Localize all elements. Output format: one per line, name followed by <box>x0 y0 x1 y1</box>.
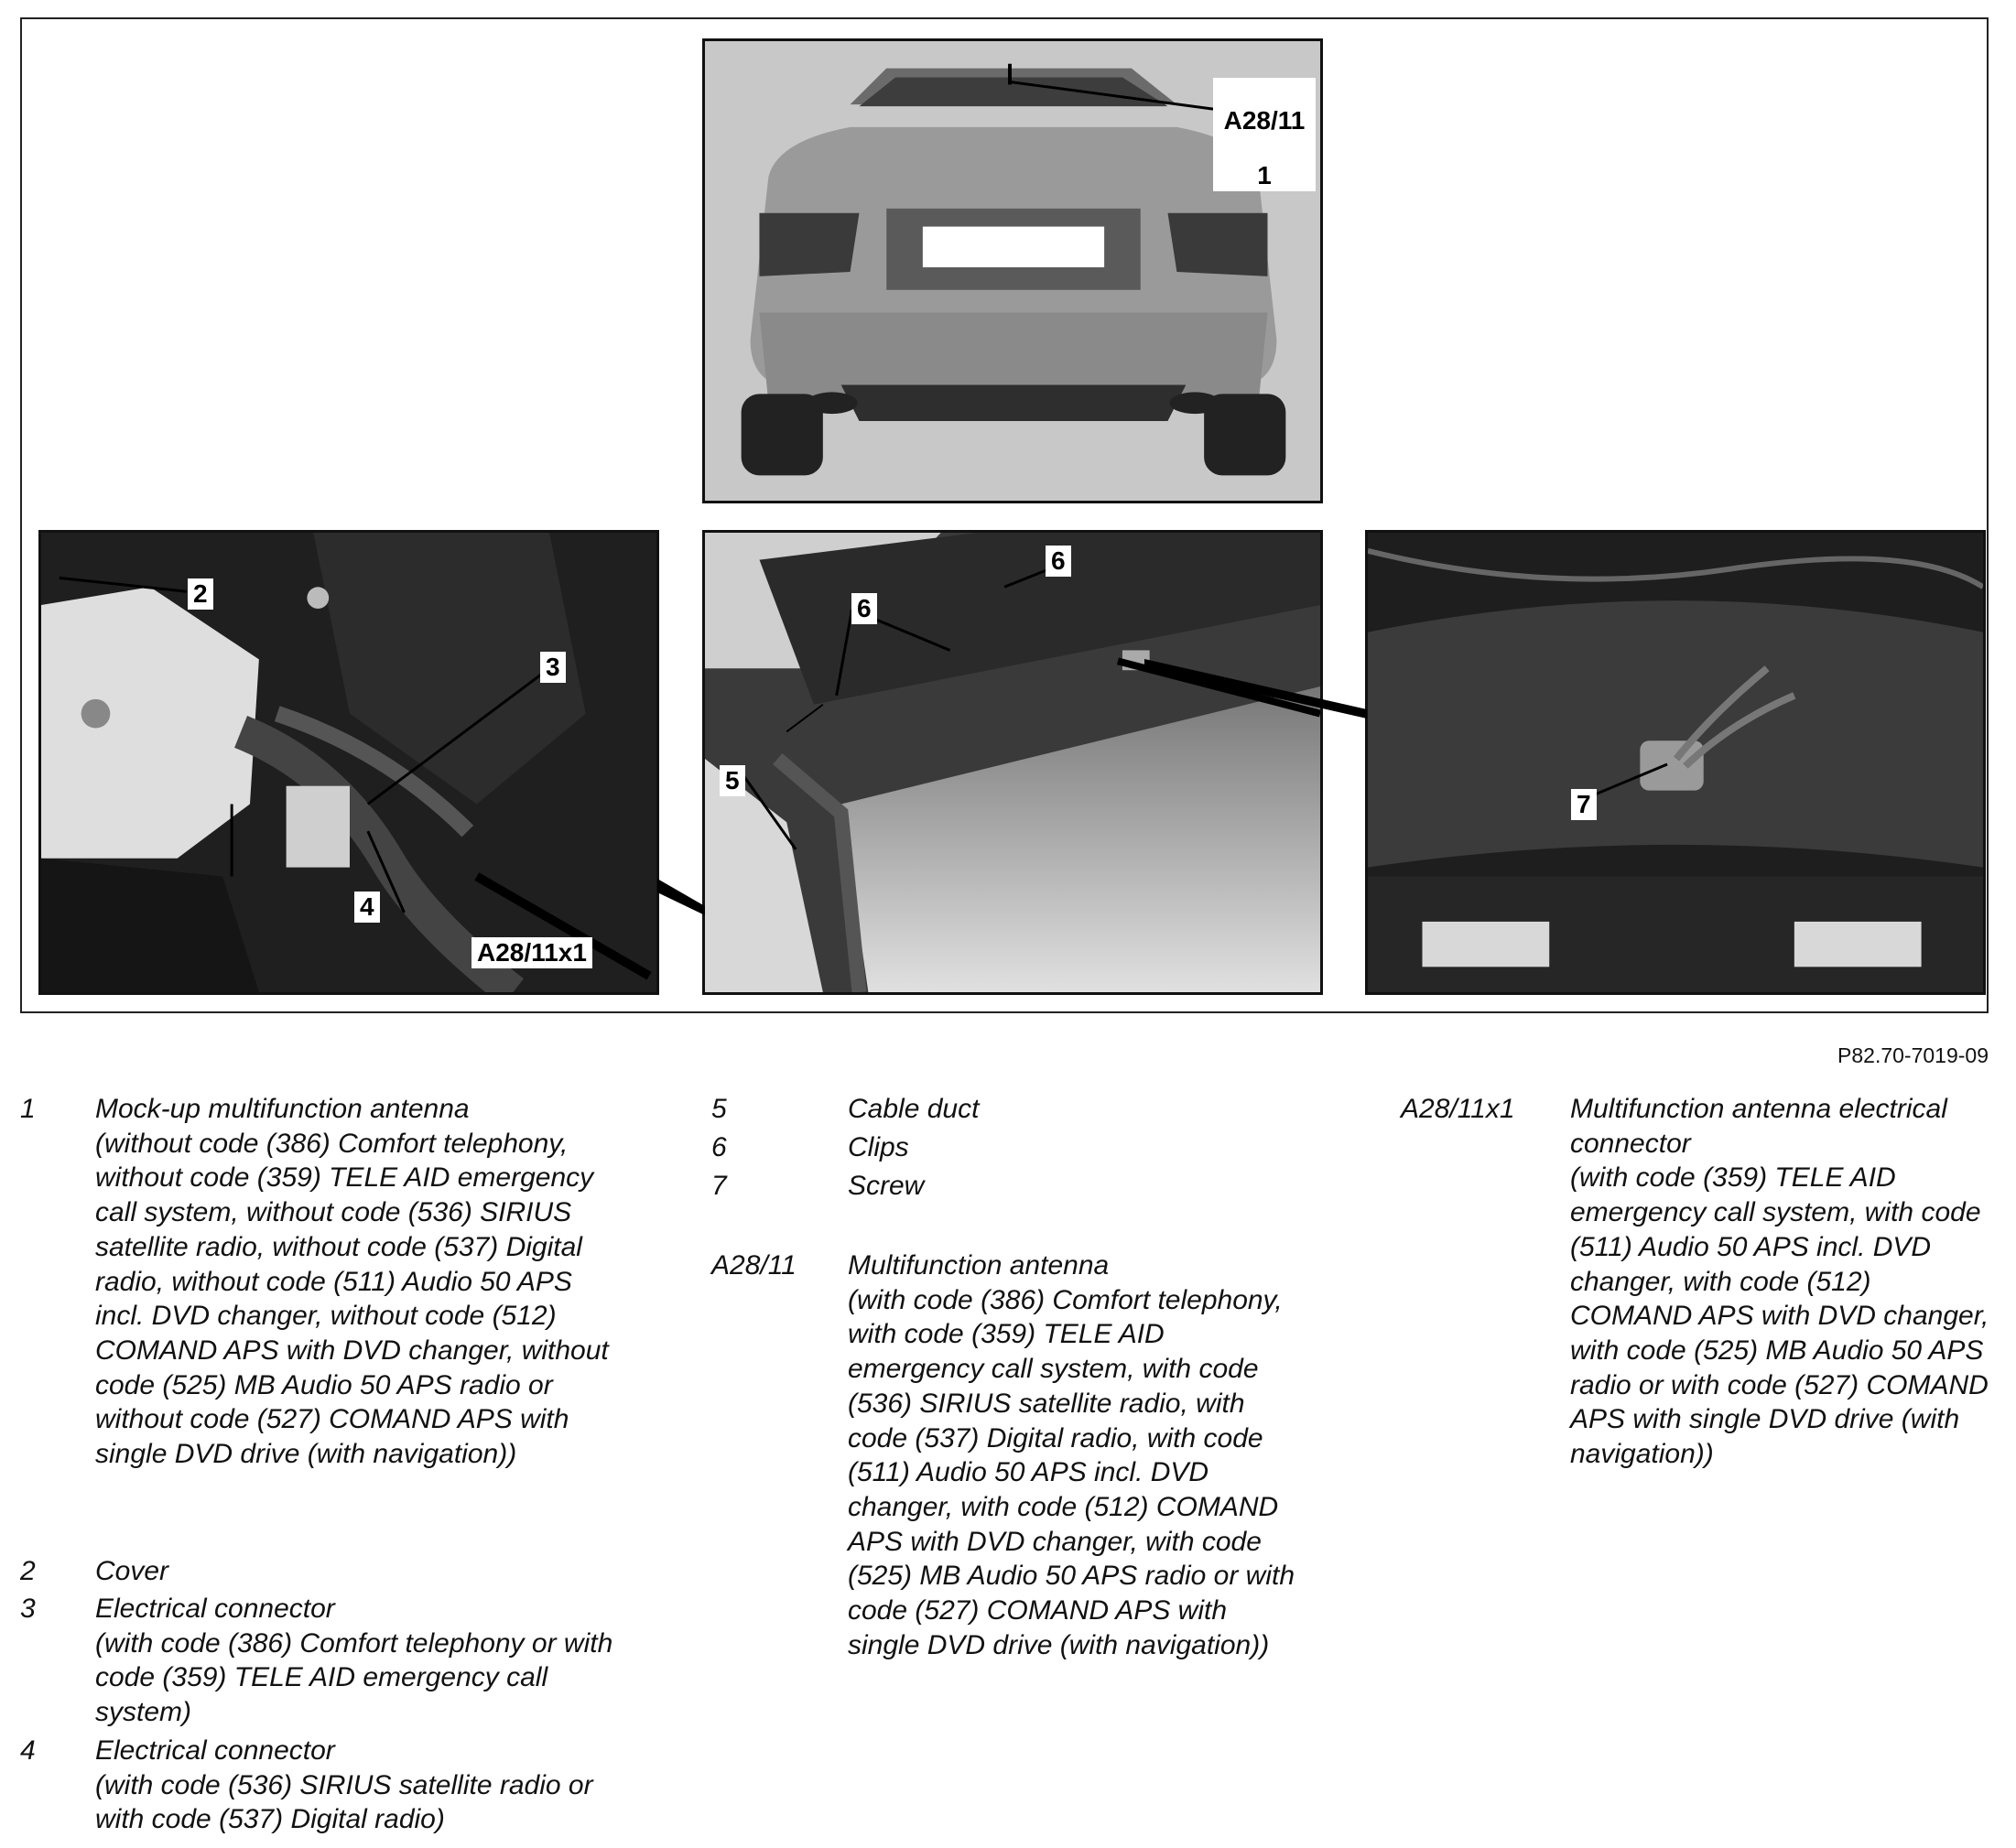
legend-item-2-head: Cover <box>95 1556 169 1586</box>
legend-item-4-text <box>95 1734 626 1837</box>
screw-photo <box>1365 530 1986 995</box>
callout-a28-11-code: A28/11 <box>1223 106 1306 135</box>
cable-duct-clips-photo <box>702 530 1323 995</box>
legend-item-1-head: Mock-up multifunction antenna <box>95 1094 470 1124</box>
legend-item-a28-11-head: Multifunction antenna <box>848 1250 1110 1281</box>
legend-item-6-num: 6 <box>711 1132 727 1162</box>
legend-item-a28-11-num: A28/11 <box>711 1250 797 1281</box>
cover-connector-photo <box>38 530 659 995</box>
cover-connector-illustration <box>41 533 656 992</box>
legend-item-2-num: 2 <box>20 1556 36 1586</box>
legend-item-3-text <box>95 1592 626 1730</box>
figure-reference-code: P82.70-7019-09 <box>1837 1043 1989 1067</box>
legend-item-7-text <box>848 1169 1306 1204</box>
callout-6-lower: 6 <box>851 593 877 624</box>
legend-item-a28-11x1-num: A28/11x1 <box>1401 1094 1515 1124</box>
legend-item-a28-11-text <box>848 1248 1306 1662</box>
legend-item-a28-11x1-body: (with code (359) TELE AID emergency call system, with code (511) Audio 50 APS incl. DVD changer, with code (512) COMAND APS with DVD changer, with code (525) MB Audio 50 APS radio or with code (527) COMAND APS with single DVD drive (with navigation)) <box>1570 1162 1989 1470</box>
legend-item-a28-11x1-text <box>1570 1092 2000 1472</box>
rear-view-car-photo <box>702 38 1323 503</box>
callout-2: 2 <box>188 578 213 610</box>
legend-item-1-text <box>95 1092 626 1472</box>
legend-item-5-head: Cable duct <box>848 1094 980 1124</box>
legend-item-1-body: (without code (386) Comfort telephony, without code (359) TELE AID emergency call system, without code (536) SIRIUS satellite radio, without code (537) Digital radio, without code (511) Audio 50 APS incl. DVD changer, without code (512) COMAND APS with DVD changer, without code (525) MB Audio 50 APS radio or without code (527) COMAND APS with single DVD drive (with navigation)) <box>95 1128 609 1470</box>
callout-a28-11 <box>1213 78 1316 191</box>
legend-item-3-num: 3 <box>20 1594 36 1624</box>
callout-a28-11-num: 1 <box>1257 161 1272 189</box>
legend-item-5-text <box>848 1092 1306 1127</box>
legend-item-5-num: 5 <box>711 1094 727 1124</box>
callout-4: 4 <box>354 892 380 923</box>
legend-item-a28-11-body: (with code (386) Comfort telephony, with code (359) TELE AID emergency call system, with code (536) SIRIUS satellite radio, with code (537) Digital radio, with code (511) Audio 50 APS incl. DVD changer, with code (512) COMAND APS with DVD changer, with code (525) MB Audio 50 APS radio or with code (527) COMAND APS with single DVD drive (with navigation)) <box>848 1284 1295 1660</box>
callout-a28-11x1: A28/11x1 <box>471 937 592 968</box>
callout-6-upper: 6 <box>1046 546 1071 577</box>
screw-illustration <box>1368 533 1983 992</box>
legend-item-4-head: Electrical connector <box>95 1735 335 1766</box>
legend-item-4-body: (with code (536) SIRIUS satellite radio or with code (537) Digital radio) <box>95 1769 593 1835</box>
legend-item-3-head: Electrical connector <box>95 1594 335 1624</box>
legend-item-6-head: Clips <box>848 1132 909 1162</box>
legend-item-1-num: 1 <box>20 1094 36 1124</box>
callout-3: 3 <box>540 652 566 683</box>
callout-7: 7 <box>1571 789 1597 820</box>
legend-item-7-num: 7 <box>711 1171 727 1201</box>
legend-item-a28-11x1-head: Multifunction antenna electrical connector <box>1570 1094 1947 1159</box>
legend-item-2-text <box>95 1554 626 1589</box>
callout-5: 5 <box>720 765 745 796</box>
cable-duct-illustration <box>705 533 1320 992</box>
legend-item-6-text <box>848 1130 1306 1165</box>
legend-item-3-body: (with code (386) Comfort telephony or with code (359) TELE AID emergency call system) <box>95 1627 613 1728</box>
legend-item-7-head: Screw <box>848 1171 925 1201</box>
legend-item-4-num: 4 <box>20 1735 36 1766</box>
